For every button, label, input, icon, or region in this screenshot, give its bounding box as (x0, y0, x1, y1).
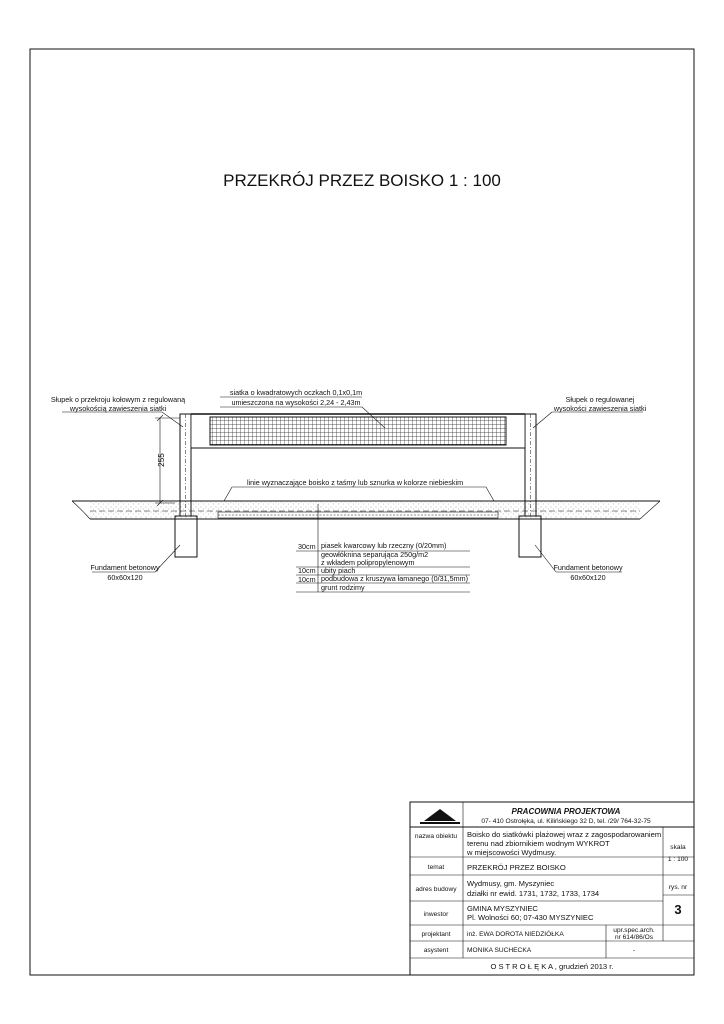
topic-label: temat (427, 864, 445, 871)
investor-line-0: GMINA MYSZYNIEC (467, 904, 538, 913)
svg-text:60x60x120: 60x60x120 (570, 573, 606, 582)
svg-text:wysokości zawieszenia siatki: wysokości zawieszenia siatki (553, 404, 647, 413)
drawing-no-value: 3 (674, 902, 682, 917)
annotation-foundation-right (535, 545, 623, 582)
designer-perm-0: upr.spec.arch. (613, 927, 655, 934)
scale-value: 1 : 100 (667, 856, 689, 863)
svg-text:umieszczona na wysokości 2,24: umieszczona na wysokości 2,24 - 2,43m (231, 398, 361, 407)
object-line-2: w miejscowości Wydmusy. (467, 848, 557, 857)
height-dimension (155, 415, 180, 506)
designer-perm-1: nr 614/86/Os (614, 934, 654, 941)
svg-text:Fundament betonowy: Fundament betonowy (553, 563, 623, 572)
office-name: PRACOWNIA PROJEKTOWA (511, 807, 621, 816)
annotation-post-right (533, 395, 647, 428)
foundation-left (175, 516, 197, 557)
title-block (410, 802, 694, 975)
address-line-1: działki nr ewid. 1731, 1732, 1733, 1734 (467, 889, 600, 898)
annotation-foundation-left (90, 545, 180, 582)
scale-label: skala (670, 844, 686, 851)
assistant-label: asystent (423, 947, 449, 954)
svg-text:10cm: 10cm (298, 566, 316, 575)
svg-text:podbudowa z kruszywa łamanego: podbudowa z kruszywa łamanego (0/31,5mm) (321, 574, 469, 583)
svg-text:Fundament betonowy: Fundament betonowy (90, 563, 160, 572)
drawing-title: PRZEKRÓJ PRZEZ BOISKO 1 : 100 (223, 171, 501, 190)
svg-text:Słupek o regulowanej: Słupek o regulowanej (565, 395, 635, 404)
drawing-no-label: rys. nr (668, 884, 688, 891)
office-logo-icon (420, 809, 460, 823)
svg-text:linie wyznaczające boisko z ta: linie wyznaczające boisko z taśmy lub sznurka w kolorze niebieskim (246, 478, 464, 487)
assistant-value: MONIKA SUCHECKA (467, 947, 532, 954)
ground-section (72, 501, 660, 519)
office-address: 07- 410 Ostrołęka, ul. Kilińskiego 32 D, tel. /29/ 764-32-75 (481, 818, 651, 825)
annotation-lines (224, 478, 494, 501)
object-line-0: Boisko do siatkówki plażowej wraz z zagospodarowaniem (467, 830, 662, 839)
designer-label: projektant (421, 931, 451, 938)
volleyball-net (191, 414, 525, 448)
object-label: nazwa obiektu (414, 833, 458, 840)
annotation-post-left (51, 395, 185, 427)
place-date-footer: O S T R O Ł Ę K A , grudzień 2013 r. (490, 962, 614, 971)
height-dimension-value: 255 (157, 453, 166, 467)
investor-label: inwestor (423, 911, 449, 918)
designer-value: inż. EWA DOROTA NIEDZIÓŁKA (467, 931, 564, 938)
assistant-perm: - (632, 947, 636, 954)
svg-text:grunt rodzimy: grunt rodzimy (321, 583, 365, 592)
svg-text:60x60x120: 60x60x120 (107, 573, 143, 582)
svg-text:Słupek o przekroju kołowym z r: Słupek o przekroju kołowym z regulowaną (50, 395, 186, 404)
topic-value: PRZEKRÓJ PRZEZ BOISKO (467, 863, 566, 872)
svg-text:30cm: 30cm (298, 542, 316, 551)
address-line-0: Wydmusy, gm. Myszyniec (467, 879, 555, 888)
svg-text:siatka o kwadratowych oczkach: siatka o kwadratowych oczkach 0,1x0,1m (229, 388, 363, 397)
layer-row-5 (296, 583, 470, 592)
object-line-1: terenu nad zbiornikiem wodnym WYKROT (467, 839, 610, 848)
investor-line-1: Pl. Wolności 60; 07-430 MYSZYNIEC (467, 913, 594, 922)
address-label: adres budowy (415, 886, 457, 893)
svg-text:10cm: 10cm (298, 575, 316, 584)
svg-text:z wkładem polipropylenowym: z wkładem polipropylenowym (321, 558, 415, 567)
svg-text:ubity piach: ubity piach (321, 566, 356, 575)
svg-text:geowłóknina separująca 250g/m2: geowłóknina separująca 250g/m2 (321, 550, 429, 559)
svg-text:wysokością zawieszenia siatki: wysokością zawieszenia siatki (69, 404, 167, 413)
svg-text:piasek kwarcowy lub rzeczny (0: piasek kwarcowy lub rzeczny (0/20mm) (321, 541, 447, 550)
foundation-right (519, 516, 541, 557)
